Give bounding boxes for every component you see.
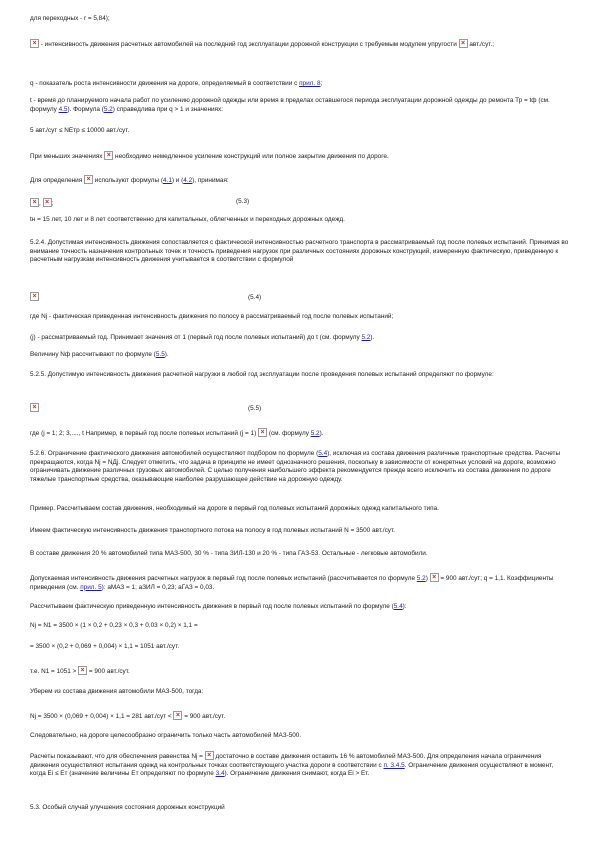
para-determination	[30, 175, 570, 186]
link-formula-5-2[interactable]: 5.2	[361, 334, 371, 341]
formula-5-4	[30, 292, 570, 303]
link-formula-4-5[interactable]: 4.5	[58, 105, 68, 113]
broken-image-icon	[78, 666, 87, 675]
broken-image-icon	[459, 39, 468, 48]
text: = 900 авт./сут.	[88, 668, 130, 675]
text: Допускаемая интенсивность движения расчетных нагрузок в первый год после полевых испытаний (рассчитывается по формуле	[30, 575, 416, 582]
text: для переходных - r = 5,84);	[30, 15, 110, 22]
text: . Ограничение движения осуществляют в момент, когда Ei ≤ Eт (значение величины Eт определяют по формуле	[30, 761, 554, 778]
text: где Nj - фактическая приведенная интенсивность движения по полосу в рассматриваемый год после полевых испытаний;	[30, 313, 394, 320]
broken-image-icon	[43, 198, 52, 207]
link-formula-5-4[interactable]: 5.4	[393, 603, 403, 610]
broken-image-icon	[30, 198, 39, 207]
para-conclusion	[30, 732, 570, 741]
text: ). Ограничение движения снимают, когда Ei > Eт.	[224, 770, 370, 778]
text: достаточно в составе движения оставить 16 % автомобилей МАЗ-500. Для определения начала ограничения движения осуществляют испытания одежд на контрольных точках соответствующего участка дороги в соответствии с	[30, 753, 542, 769]
text: = 3500 × (0,2 + 0,069 + 0,004) × 1,1 = 1051 авт./сут.	[30, 643, 180, 650]
para-j-definition	[30, 334, 570, 343]
para-range	[30, 127, 570, 136]
text: (см. формулу	[268, 430, 309, 437]
text: ).	[164, 351, 169, 358]
calc-line-1	[30, 622, 570, 631]
text: ). Формула (	[67, 105, 104, 113]
calc-line-4	[30, 711, 570, 722]
text: Пример. Рассчитываем состав движения, необходимый на дороге в первый год полевых испытаний дорожных одежд капитального типа.	[30, 505, 439, 512]
text: Nj = 3500 × (0,069 + 0,004) × 1,1 = 281 авт./сут <	[30, 713, 172, 720]
broken-image-icon	[173, 711, 182, 720]
text: При меньших значениях	[30, 153, 103, 160]
text: ), исключая из состава движения различные транспортные средства. Расчеты прекращаются, когда Nj = NДj. Следует отметить, что задача в принципе не имеет однозначного решения, поскольку в зависимости от конкретных условий на дороге, возможно ограничивать движение различных грузовых автомобилей. С целью получения наибольшего эффекта рекомендуется прежде всего исключить из состава движения по дороге тяжелые транспортные средства, оказывающие наиболее разрушающее действие на дорожную одежду.	[30, 450, 561, 483]
para-5-2-6	[30, 450, 570, 484]
link-formula-4-2[interactable]: 4.2	[183, 177, 193, 184]
para-intensity-definition	[30, 39, 570, 50]
para-allowed-intensity	[30, 573, 570, 592]
broken-image-icon	[30, 39, 39, 48]
para-5-2-5	[30, 371, 570, 380]
link-formula-5-2[interactable]: 5.2	[310, 430, 320, 437]
text: ).	[370, 334, 375, 341]
text: Рассчитываем фактическую приведенную интенсивность движения в первый год после полевых испытаний по формуле (	[30, 603, 394, 610]
text: = 900 авт./сут.	[184, 713, 226, 720]
calc-line-2	[30, 643, 570, 652]
text: Для определения	[30, 177, 83, 184]
text: 5 авт./сут ≤ NEтр ≤ 10000 авт./сут.	[30, 127, 130, 134]
formula-5-5	[30, 403, 570, 414]
link-formula-5-4[interactable]: 5.4	[318, 450, 328, 457]
text: Имеем фактическую интенсивность движения транспортного потока на полосу в год полевых испытаний N = 3500 авт./сут.	[30, 527, 395, 534]
text: ):	[402, 603, 407, 610]
para-actual-intensity	[30, 527, 570, 536]
text: Величину Nф рассчитывают по формуле (	[30, 351, 156, 358]
para-remove-maz	[30, 688, 570, 697]
broken-image-icon	[104, 151, 113, 160]
link-appendix-8[interactable]: прил. 8	[299, 80, 321, 87]
broken-image-icon	[205, 751, 214, 760]
text: ) справедлива при q > 1 и значениях:	[112, 105, 223, 113]
broken-image-icon	[30, 403, 39, 412]
link-formula-5-2[interactable]: 5.2	[416, 575, 426, 582]
broken-image-icon	[430, 573, 439, 582]
para-traffic-composition	[30, 550, 570, 559]
broken-image-icon	[30, 292, 39, 301]
text: )	[425, 575, 428, 582]
para-service-life	[30, 216, 570, 225]
equation-number: (5.5)	[248, 405, 262, 412]
para-t-definition	[30, 97, 570, 114]
text: ) и (	[171, 177, 184, 184]
para-transitional	[30, 15, 570, 24]
text: ).	[319, 430, 324, 437]
para-calculations-show	[30, 751, 570, 779]
para-nj-definition	[30, 313, 570, 322]
text: 900 авт./сут; q = 1,1. Коэффициенты приведения (см.	[30, 575, 554, 591]
link-section-3-4-5[interactable]: п. 3.4.5	[383, 761, 405, 769]
para-lower-values	[30, 151, 570, 162]
calc-line-3	[30, 666, 570, 677]
broken-image-icon	[258, 428, 267, 437]
equation-number: (5.4)	[248, 294, 262, 301]
text: (j) - рассматриваемый год. Принимает значения от 1 (первый год после полевых испытаний) до t (см. формулу	[30, 334, 360, 341]
text: т.е. N1 = 1051 >	[30, 668, 77, 675]
text: используют формулы (	[94, 177, 163, 184]
text: q - показатель роста интенсивности движения на дороге, определяемый в соответствии с	[30, 80, 298, 87]
equation-number: (5.3)	[236, 198, 250, 205]
broken-image-icon	[84, 175, 93, 184]
text: авт./сут.;	[469, 41, 495, 48]
text: необходимо немедленное усиление конструкций или полное закрытие движения по дороге.	[115, 153, 389, 160]
text: Расчеты показывают, что для обеспечения равенства Nj =	[30, 753, 203, 760]
text: ): aМАЗ = 1; aЗИЛ = 0,23; aГАЗ = 0,03.	[101, 583, 215, 591]
link-formula-3-4[interactable]: 3.4	[215, 770, 225, 778]
para-nf-calc	[30, 351, 570, 360]
link-formula-4-1[interactable]: 4.1	[162, 177, 172, 184]
text: Уберем из состава движения автомобили МАЗ-500, тогда:	[30, 688, 204, 695]
text: 5.2.4. Допустимая интенсивность движения сопоставляется с фактической интенсивностью расчетного транспорта в рассматриваемый год после полевых испытаний. Принимая во внимание точность назначения контрольных точек и точность приведения нагрузок при различных состояниях дорожных конструкций, измеренную фактическую, приведенную к расчетным нагрузкам интенсивность движения учитывается в соответствии с формулой	[30, 239, 569, 264]
link-appendix-5[interactable]: прил. 5	[80, 583, 102, 591]
text: где (j = 1; 2; 3,...., t Например, в первый год после полевых испытаний (j = 1)	[30, 430, 257, 437]
para-j-example	[30, 428, 570, 439]
text: 5.3. Особый случай улучшения состояния дорожных конструкций	[30, 804, 225, 811]
text: tн = 15 лет, 10 лет и 8 лет соответственно для капитальных, облегченных и переходных дорожных одежд.	[30, 216, 345, 223]
text: =	[440, 575, 445, 582]
para-example	[30, 505, 570, 514]
text: - интенсивность движения расчетных автомобилей на последний год эксплуатации дорожной конструкции с требуемым модулем упругости	[40, 41, 457, 48]
formula-5-3: ×, ×; (5.3)	[30, 198, 570, 209]
section-heading-5-3	[30, 804, 570, 813]
text: Следовательно, на дороге целесообразно ограничить только часть автомобилей МАЗ-500.	[30, 732, 302, 739]
text: 5.2.5. Допустимую интенсивность движения расчетной нагрузки в любой год эксплуатации после проведения полевых испытаний определяют по формуле:	[30, 371, 494, 378]
para-actual-reduced	[30, 603, 570, 612]
link-formula-5-2[interactable]: 5.2	[103, 105, 113, 113]
para-q-definition	[30, 80, 570, 89]
para-5-2-4	[30, 239, 570, 265]
text: t - время до планируемого начала работ по усилению дорожной одежды или время в пределах оставшегося периода эксплуатации дорожной одежды до ремонта Тр = tф (см. формулу	[30, 97, 550, 113]
text: ;	[320, 80, 323, 87]
text: В составе движения 20 % автомобилей типа МАЗ-500, 30 % - типа ЗИЛ-130 и 20 % - типа ГАЗ-53. Остальные - легковые автомобили.	[30, 550, 428, 557]
link-formula-5-5[interactable]: 5.5	[155, 351, 165, 358]
text: Nj = N1 = 3500 × (1 × 0,2 + 0,23 × 0,3 + 0,03 × 0,2) × 1,1 =	[30, 622, 198, 629]
text: 5.2.6. Ограничение фактического движения автомобилей осуществляют подбором по формуле (	[30, 450, 319, 457]
text: ), принимая:	[192, 177, 229, 184]
